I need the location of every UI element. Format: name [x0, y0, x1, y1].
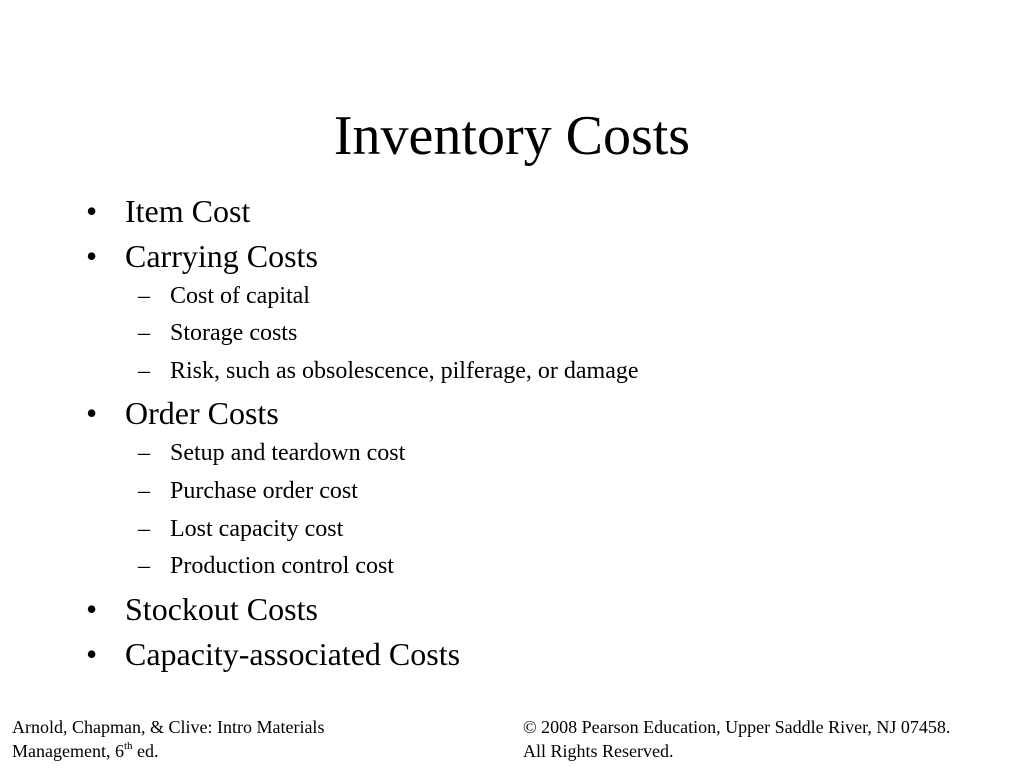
subitem-marker: – [138, 320, 150, 346]
footer-copyright-line1: © 2008 Pearson Education, Upper Saddle River, NJ 07458. [523, 717, 951, 737]
bullet-text: Stockout Costs [125, 591, 318, 627]
subitem-marker: – [138, 478, 150, 504]
subitem-marker: – [138, 283, 150, 309]
footer-citation-line1: Arnold, Chapman, & Clive: Intro Materials [12, 717, 325, 737]
subitem-text: Risk, such as obsolescence, pilferage, or damage [170, 358, 639, 384]
subitem-text: Storage costs [170, 320, 298, 346]
bullet-marker: • [86, 193, 98, 229]
bullet-marker: • [86, 395, 98, 431]
subitem-text: Purchase order cost [170, 478, 358, 504]
subitem-text: Production control cost [170, 553, 394, 579]
bullet-marker: • [86, 238, 98, 274]
bullet-marker: • [86, 591, 98, 627]
subitem-text: Cost of capital [170, 283, 310, 309]
footer-citation-line2 [12, 739, 324, 763]
footer-citation [12, 715, 324, 763]
footer-copyright [523, 715, 950, 763]
bullet-text: Item Cost [125, 193, 251, 229]
footer-citation-text: Management, 6 [12, 741, 124, 761]
bullet-text: Carrying Costs [125, 238, 318, 274]
slide-title: Inventory Costs [333, 105, 691, 167]
bullet-text: Order Costs [125, 395, 279, 431]
subitem-marker: – [138, 516, 150, 542]
subitem-marker: – [138, 358, 150, 384]
footer-citation-superscript: th [123, 740, 133, 752]
subitem-marker: – [138, 440, 150, 466]
footer-citation-suffix: ed. [132, 741, 159, 761]
subitem-text: Lost capacity cost [170, 516, 344, 542]
subitem-marker: – [138, 553, 150, 579]
footer-copyright-line2: All Rights Reserved. [523, 741, 674, 761]
bullet-marker: • [86, 636, 98, 672]
bullet-text: Capacity-associated Costs [125, 636, 461, 672]
subitem-text: Setup and teardown cost [170, 440, 406, 466]
